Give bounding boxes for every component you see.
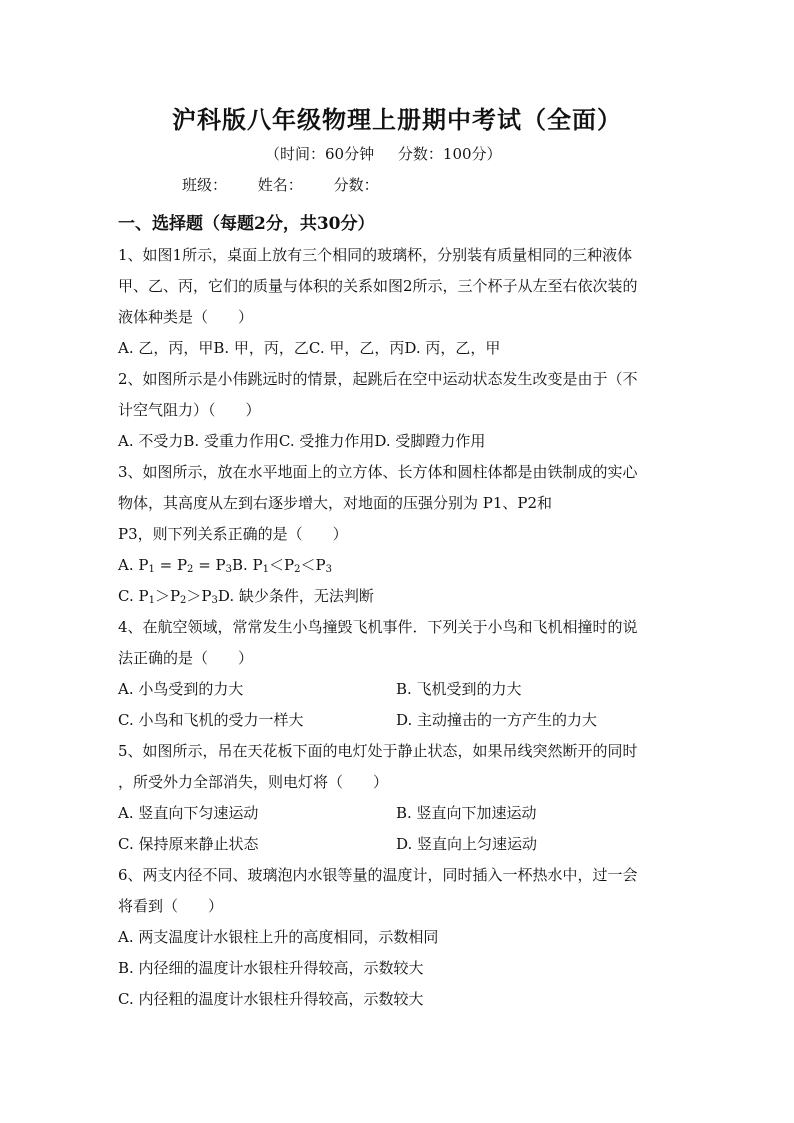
question-2-line-2: 计空气阻力）（ ） <box>118 401 261 419</box>
q5-option-d: D. 竖直向上匀速运动 <box>396 835 538 853</box>
question-5-options-cd <box>118 829 678 860</box>
q3-optC-sub: 3 <box>211 595 218 606</box>
q6-option-a: A. 两支温度计水银柱上升的高度相同，示数相同 <box>118 928 439 946</box>
question-5-line-2: ，所受外力全部消失，则电灯将（ ） <box>118 773 389 791</box>
q6-option-c: C. 内径粗的温度计水银柱升得较高，示数较大 <box>118 990 424 1008</box>
question-5-line-1: 5、如图所示，吊在天花板下面的电灯处于静止状态，如果吊线突然断开的同时 <box>118 742 638 760</box>
q3-optC-sub: 2 <box>180 595 187 606</box>
question-3-line-3: P3，则下列关系正确的是（ ） <box>118 525 348 543</box>
q3-optC-text: ＞P <box>186 587 212 605</box>
class-label: 班级： <box>182 176 228 194</box>
q3-optA-sub: 3 <box>225 564 232 575</box>
question-6-line-1: 6、两支内径不同、玻璃泡内水银等量的温度计，同时插入一杯热水中，过一会 <box>118 866 638 884</box>
question-6-line-2: 将看到（ ） <box>118 897 224 915</box>
q4-option-d: D. 主动撞击的一方产生的力大 <box>396 711 598 729</box>
question-1-line-3: 液体种类是（ ） <box>118 308 254 326</box>
score-label: 分数： <box>333 176 379 194</box>
question-4-line-1: 4、在航空领域，常常发生小鸟撞毁飞机事件．下列关于小鸟和飞机相撞时的说 <box>118 618 638 636</box>
question-2-options: A. 不受力B. 受重力作用C. 受推力作用D. 受脚蹬力作用 <box>118 432 486 450</box>
q6-option-b: B. 内径细的温度计水银柱升得较高，示数较大 <box>118 959 424 977</box>
question-4-line-2: 法正确的是（ ） <box>118 649 254 667</box>
question-3-line-1: 3、如图所示，放在水平地面上的立方体、长方体和圆柱体都是由铁制成的实心 <box>118 463 638 481</box>
question-3-options-cd <box>118 581 678 612</box>
q3-optB-text: B. P <box>232 556 263 574</box>
question-1-line-1: 1、如图1所示，桌面上放有三个相同的玻璃杯，分别装有质量相同的三种液体 <box>118 246 633 264</box>
question-1-options: A. 乙，丙，甲B. 甲，丙，乙C. 甲，乙，丙D. 丙，乙，甲 <box>118 339 501 357</box>
q3-optC-text: C. P <box>118 587 149 605</box>
q3-optB-sub: 1 <box>262 564 270 575</box>
student-info-line <box>182 174 405 195</box>
question-5-options-ab <box>118 798 678 829</box>
exam-title: 沪科版八年级物理上册期中考试（全面） <box>172 105 622 134</box>
question-1-line-2: 甲、乙、丙，它们的质量与体积的关系如图2所示，三个杯子从左至右依次装的 <box>118 277 638 295</box>
q3-optB-sub: 2 <box>294 564 301 575</box>
question-4-options-ab <box>118 674 678 705</box>
q4-option-c: C. 小鸟和飞机的受力一样大 <box>118 711 304 729</box>
section-heading: 一、选择题（每题2分，共30分） <box>118 214 375 234</box>
q3-optB-text: ＜P <box>269 556 295 574</box>
question-3-line-2: 物体，其高度从左到右逐步增大，对地面的压强分别为 P1、P2和 <box>118 494 553 512</box>
q3-optA-text: A. P <box>118 556 149 574</box>
q4-option-b: B. 飞机受到的力大 <box>396 680 522 698</box>
question-4-options-cd <box>118 705 678 736</box>
q4-option-a: A. 小鸟受到的力大 <box>118 680 244 698</box>
q3-optC-text: ＞P <box>154 587 181 605</box>
q5-option-b: B. 竖直向下加速运动 <box>396 804 537 822</box>
q3-optA-sub: 2 <box>187 564 194 575</box>
q3-optB-text: ＜P <box>300 556 326 574</box>
q3-optA-text: = P <box>154 556 188 574</box>
q3-optC-sub: 1 <box>148 595 155 606</box>
questions <box>118 240 678 1015</box>
q5-option-a: A. 竖直向下匀速运动 <box>118 804 259 822</box>
name-label: 姓名： <box>257 176 303 194</box>
q3-optA-sub: 1 <box>148 564 155 575</box>
q3-optA-text: = P <box>193 556 226 574</box>
q3-optB-sub: 3 <box>325 564 332 575</box>
question-2-line-1: 2、如图所示是小伟跳远时的情景，起跳后在空中运动状态发生改变是由于（不 <box>118 370 638 388</box>
exam-subtitle: （时间：60分钟 分数：100分） <box>265 145 502 163</box>
question-3-options-ab <box>118 550 678 581</box>
q3-optD-text: D. 缺少条件，无法判断 <box>217 587 374 605</box>
q5-option-c: C. 保持原来静止状态 <box>118 835 259 853</box>
